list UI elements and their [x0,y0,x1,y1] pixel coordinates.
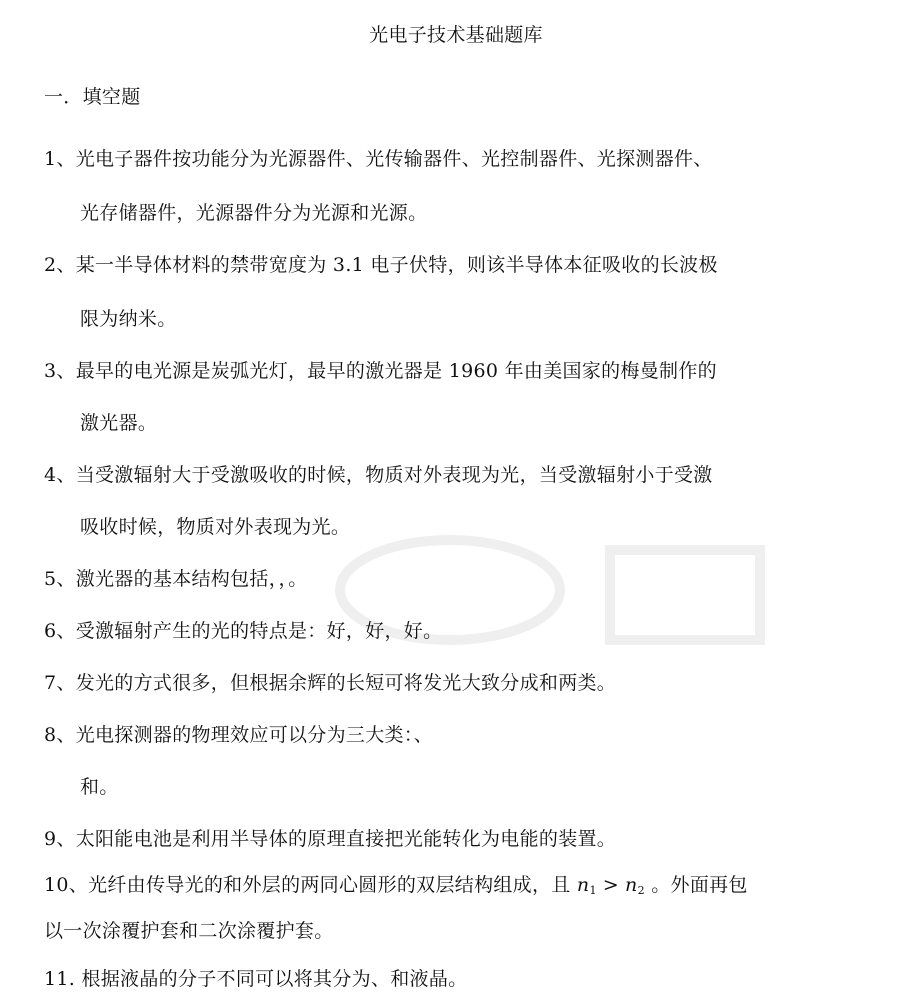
question-2-line-2: 限为纳米。 [80,308,177,330]
section-heading-fill-in-blank: 一．填空题 [44,86,141,108]
question-11-line-1: 11. 根据液晶的分子不同可以将其分为、和液晶。 [44,968,468,990]
watermark [330,520,800,670]
question-6-line-1: 6、受激辐射产生的光的特点是：好，好，好。 [44,620,443,642]
question-5-line-1: 5、激光器的基本结构包括，，。 [44,568,308,590]
refractive-index-inequality [577,874,645,896]
math-n1: $n_1$ [576,874,597,897]
question-7-line-1: 7、发光的方式很多，但根据余辉的长短可将发光大致分成和两类。 [44,672,617,694]
question-3-line-2: 激光器。 [80,412,158,434]
question-10-line-2: 以一次涂覆护套和二次涂覆护套。 [44,920,334,942]
question-1-line-1: 1、光电子器件按功能分为光源器件、光传输器件、光控制器件、光探测器件、 [44,148,713,170]
math-greater-than: > [602,874,620,896]
math-n2: $n_2$ [625,874,645,897]
question-8-line-2: 和。 [80,776,119,798]
question-10-text-after-math: 。外面再包 [651,874,748,896]
question-4-line-1: 4、当受激辐射大于受激吸收的时候，物质对外表现为光，当受激辐射小于受激 [44,464,713,486]
question-4-line-2: 吸收时候，物质对外表现为光。 [80,516,351,538]
document-title: 光电子技术基础题库 [369,24,543,46]
question-10-line-1 [44,872,748,904]
question-8-line-1: 8、光电探测器的物理效应可以分为三大类：、 [44,724,433,746]
question-9-line-1: 9、太阳能电池是利用半导体的原理直接把光能转化为电能的装置。 [44,828,617,850]
question-10-text-before-math: 10、光纤由传导光的和外层的两同心圆形的双层结构组成，且 [44,874,571,896]
question-2-line-1: 2、某一半导体材料的禁带宽度为 3.1 电子伏特，则该半导体本征吸收的长波极 [44,254,718,276]
question-3-line-1: 3、最早的电光源是炭弧光灯，最早的激光器是 1960 年由美国家的梅曼制作的 [44,360,717,382]
question-1-line-2: 光存储器件，光源器件分为光源和光源。 [80,202,428,224]
